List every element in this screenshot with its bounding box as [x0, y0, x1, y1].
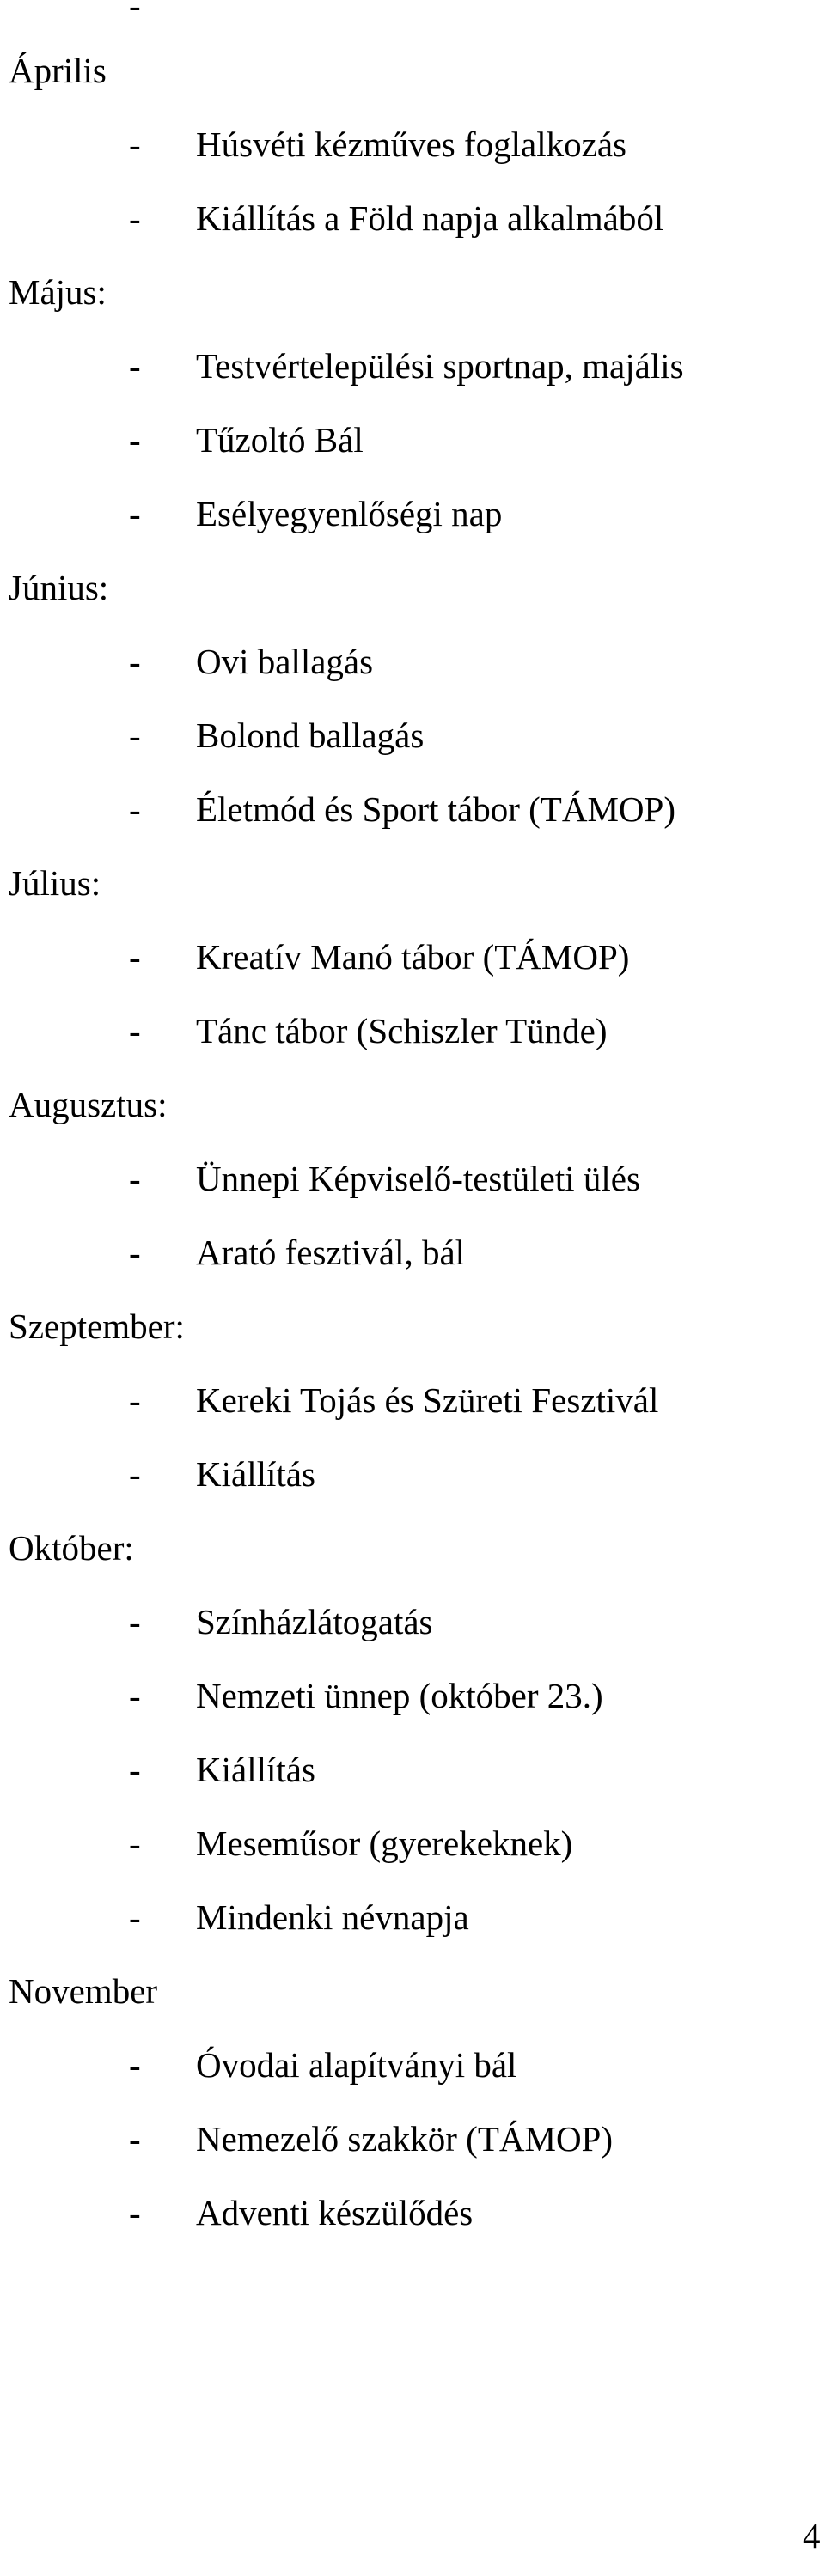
event-item: Kiállítás a Föld napja alkalmából	[196, 198, 664, 238]
bullet-dash: -	[129, 1380, 141, 1420]
event-item: Nemezelő szakkör (TÁMOP)	[196, 2119, 614, 2159]
event-item: Kreatív Manó tábor (TÁMOP)	[196, 937, 630, 977]
bullet-dash: -	[129, 789, 141, 829]
event-item: Tűzoltó Bál	[196, 420, 364, 460]
bullet-dash: -	[129, 1676, 141, 1715]
event-item: Ovi ballagás	[196, 642, 374, 681]
month-heading-september: Szeptember:	[9, 1306, 185, 1346]
month-heading-april: Április	[9, 51, 107, 90]
event-item: Esélyegyenlőségi nap	[196, 494, 503, 533]
event-item: Adventi készülődés	[196, 2193, 474, 2232]
event-item: Ünnepi Képviselő-testületi ülés	[196, 1159, 640, 1198]
bullet-dash: -	[129, 494, 141, 533]
event-item: Testvértelepülési sportnap, majális	[196, 346, 684, 386]
event-item: Kiállítás	[196, 1750, 315, 1789]
bullet-dash: -	[129, 1824, 141, 1863]
bullet-dash: -	[129, 346, 141, 386]
bullet-dash: -	[129, 642, 141, 681]
bullet-dash: -	[129, 198, 141, 238]
event-item: Nemzeti ünnep (október 23.)	[196, 1676, 603, 1715]
bullet-dash: -	[129, 1454, 141, 1494]
bullet-dash: -	[129, 937, 141, 977]
bullet-dash: -	[129, 1233, 141, 1272]
event-item: Arató fesztivál, bál	[196, 1233, 466, 1272]
month-heading-october: Október:	[9, 1528, 134, 1568]
event-item: Tánc tábor (Schiszler Tünde)	[196, 1011, 608, 1050]
event-item: Mindenki névnapja	[196, 1897, 469, 1937]
bullet-dash: -	[129, 2193, 141, 2232]
bullet-dash: -	[129, 1011, 141, 1050]
month-heading-july: Július:	[9, 863, 101, 903]
event-item: Óvodai alapítványi bál	[196, 2045, 517, 2085]
event-item: Kiállítás	[196, 1454, 315, 1494]
event-item: Életmód és Sport tábor (TÁMOP)	[196, 789, 675, 829]
bullet-dash: -	[129, 1897, 141, 1937]
bullet-dash: -	[129, 125, 141, 164]
bullet-dash: -	[129, 1159, 141, 1198]
page-number: 4	[803, 2516, 821, 2555]
event-item: Színházlátogatás	[196, 1602, 433, 1641]
bullet-dash: -	[129, 2119, 141, 2159]
bullet-dash: -	[129, 2045, 141, 2085]
bullet-dash: -	[129, 1750, 141, 1789]
bullet-dash: -	[129, 420, 141, 460]
month-heading-november: November	[9, 1971, 158, 2011]
top-dash-fragment: -	[129, 0, 141, 25]
month-heading-august: Augusztus:	[9, 1085, 168, 1124]
month-heading-may: Május:	[9, 272, 107, 312]
event-item: Meseműsor (gyerekeknek)	[196, 1824, 573, 1863]
bullet-dash: -	[129, 716, 141, 755]
event-item: Bolond ballagás	[196, 716, 425, 755]
event-item: Húsvéti kézműves foglalkozás	[196, 125, 626, 164]
month-heading-june: Június:	[9, 568, 109, 607]
bullet-dash: -	[129, 1602, 141, 1641]
event-item: Kereki Tojás és Szüreti Fesztivál	[196, 1380, 659, 1420]
